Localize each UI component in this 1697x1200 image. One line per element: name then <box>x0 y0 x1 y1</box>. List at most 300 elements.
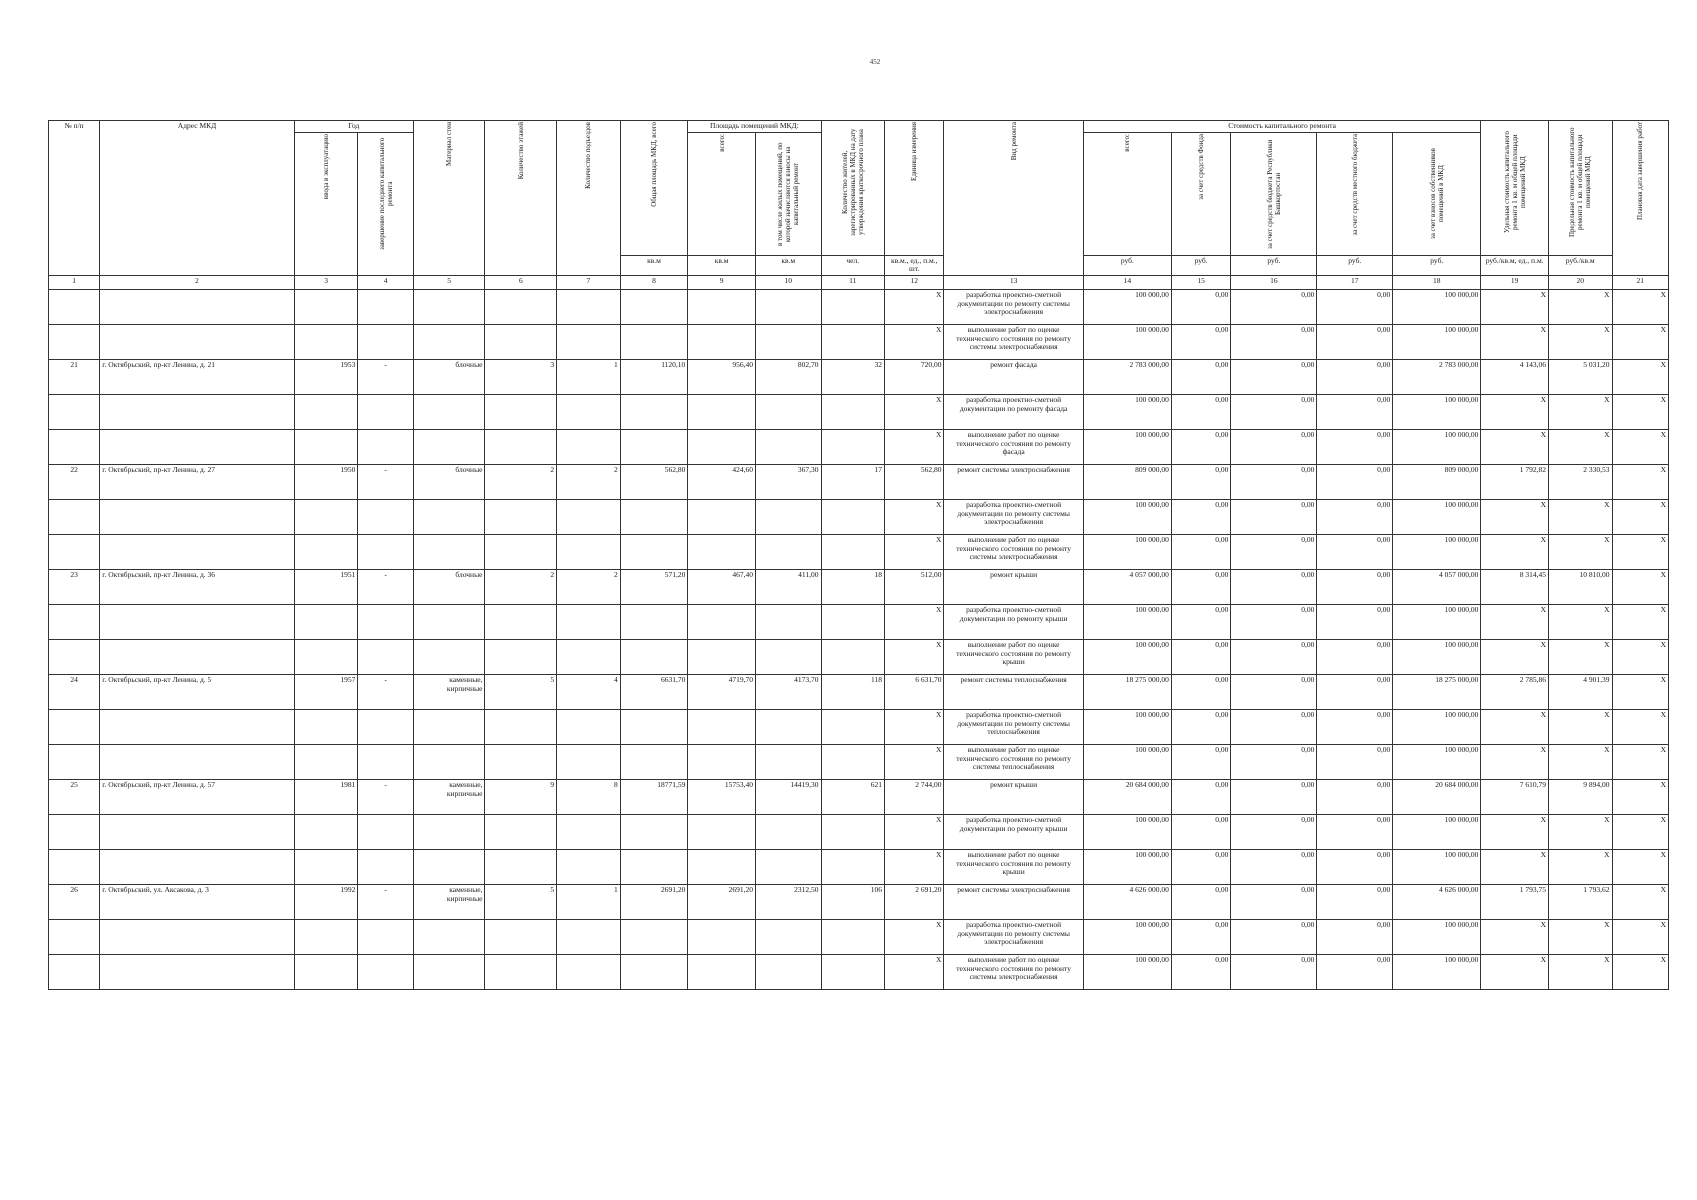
cell-residents <box>821 744 885 779</box>
cell-row-number <box>49 639 100 674</box>
cell-repair-type: разработка проектно-сметной документации по ремонту системы электроснабжения <box>944 499 1083 534</box>
cell-row-number: 24 <box>49 674 100 709</box>
cell-cost-owners: 100 000,00 <box>1393 744 1481 779</box>
cell-residents <box>821 919 885 954</box>
column-number: 20 <box>1548 275 1612 289</box>
cell-planned-date: X <box>1612 359 1669 394</box>
cell-year-commission <box>294 744 358 779</box>
cell-cost-total: 100 000,00 <box>1083 289 1171 324</box>
cell-repair-type: разработка проектно-сметной документации по ремонту крыши <box>944 604 1083 639</box>
header-cost-republic: за счет средств бюджета Республики Башкортостан <box>1231 132 1317 255</box>
cell-max-cost: X <box>1548 604 1612 639</box>
column-number: 7 <box>557 275 621 289</box>
column-number: 5 <box>413 275 485 289</box>
cell-year-commission <box>294 709 358 744</box>
cell-total-area <box>620 499 688 534</box>
table-row <box>49 429 1669 464</box>
header-address: Адрес МКД <box>100 121 295 276</box>
cell-repair-type: разработка проектно-сметной документации по ремонту фасада <box>944 394 1083 429</box>
cell-max-cost: X <box>1548 534 1612 569</box>
cell-entrances <box>557 429 621 464</box>
cell-wall-material <box>413 744 485 779</box>
cell-cost-owners: 100 000,00 <box>1393 849 1481 884</box>
cell-unit-cost: X <box>1481 534 1549 569</box>
cell-year-commission: 1953 <box>294 359 358 394</box>
cell-unit-cost: 8 314,45 <box>1481 569 1549 604</box>
cell-address: г. Октябрьский, пр-кт Ленина, д. 36 <box>100 569 295 604</box>
cell-cost-local: 0,00 <box>1317 429 1393 464</box>
cell-premises-fee <box>755 289 821 324</box>
cell-max-cost: 2 330,53 <box>1548 464 1612 499</box>
cell-premises-total: 15753,40 <box>688 779 756 814</box>
cell-premises-total <box>688 849 756 884</box>
cell-premises-fee <box>755 394 821 429</box>
cell-planned-date: X <box>1612 709 1669 744</box>
cell-residents <box>821 709 885 744</box>
cell-cost-total: 100 000,00 <box>1083 604 1171 639</box>
cell-entrances: 1 <box>557 359 621 394</box>
cell-premises-total <box>688 534 756 569</box>
cell-premises-total <box>688 324 756 359</box>
cell-cost-fund: 0,00 <box>1171 919 1230 954</box>
cell-address: г. Октябрьский, пр-кт Ленина, д. 5 <box>100 674 295 709</box>
cell-planned-date: X <box>1612 779 1669 814</box>
cell-row-number <box>49 324 100 359</box>
cell-residents: 118 <box>821 674 885 709</box>
cell-cost-total: 100 000,00 <box>1083 744 1171 779</box>
cell-max-cost: X <box>1548 324 1612 359</box>
cell-planned-date: X <box>1612 744 1669 779</box>
cell-cost-fund: 0,00 <box>1171 744 1230 779</box>
cell-premises-total: 956,40 <box>688 359 756 394</box>
cell-max-cost: X <box>1548 919 1612 954</box>
cell-wall-material <box>413 534 485 569</box>
cell-premises-fee <box>755 639 821 674</box>
header-cost-fund: за счет средств Фонда <box>1171 132 1230 255</box>
cell-max-cost: 1 793,62 <box>1548 884 1612 919</box>
cell-planned-date: X <box>1612 429 1669 464</box>
cell-cost-total: 100 000,00 <box>1083 919 1171 954</box>
header-unit-cost: Удельная стоимость капитального ремонта 1 кв. м общей площади помещений МКД <box>1481 121 1549 256</box>
cell-year-commission <box>294 324 358 359</box>
cell-cost-owners: 2 783 000,00 <box>1393 359 1481 394</box>
table-body <box>49 289 1669 989</box>
cell-cost-republic: 0,00 <box>1231 394 1317 429</box>
cell-max-cost: 9 894,00 <box>1548 779 1612 814</box>
cell-premises-fee <box>755 604 821 639</box>
cell-row-number <box>49 499 100 534</box>
cell-cost-owners: 100 000,00 <box>1393 429 1481 464</box>
cell-cost-fund: 0,00 <box>1171 709 1230 744</box>
cell-residents <box>821 604 885 639</box>
cell-premises-total <box>688 604 756 639</box>
cell-quantity: X <box>885 534 944 569</box>
column-number: 10 <box>755 275 821 289</box>
cell-wall-material: блочные <box>413 359 485 394</box>
cell-year-last-repair <box>358 639 413 674</box>
cell-address <box>100 429 295 464</box>
cell-cost-local: 0,00 <box>1317 814 1393 849</box>
cell-cost-local: 0,00 <box>1317 884 1393 919</box>
header-premises: Площадь помещений МКД: <box>688 121 821 133</box>
unit-unit: кв.м., ед., п.м., шт. <box>885 255 944 275</box>
cell-wall-material <box>413 849 485 884</box>
cell-entrances <box>557 849 621 884</box>
cell-premises-fee <box>755 499 821 534</box>
cell-cost-owners: 100 000,00 <box>1393 814 1481 849</box>
cell-total-area: 562,80 <box>620 464 688 499</box>
cell-row-number <box>49 604 100 639</box>
cell-address <box>100 604 295 639</box>
cell-year-commission <box>294 639 358 674</box>
cell-floors <box>485 289 557 324</box>
cell-cost-republic: 0,00 <box>1231 779 1317 814</box>
cell-year-last-repair: - <box>358 569 413 604</box>
cell-repair-type: разработка проектно-сметной документации по ремонту системы электроснабжения <box>944 289 1083 324</box>
cell-premises-fee <box>755 814 821 849</box>
cell-address <box>100 709 295 744</box>
unit-cost-fund: руб. <box>1171 255 1230 275</box>
cell-row-number: 23 <box>49 569 100 604</box>
unit-unit-cost: руб./кв.м, ед., п.м. <box>1481 255 1549 275</box>
cell-max-cost: 5 031,20 <box>1548 359 1612 394</box>
header-cost: Стоимость капитального ремонта <box>1083 121 1481 133</box>
cell-year-commission <box>294 814 358 849</box>
cell-floors <box>485 324 557 359</box>
cell-premises-fee <box>755 709 821 744</box>
cell-residents <box>821 639 885 674</box>
header-year: Год <box>294 121 413 133</box>
cell-unit-cost: 2 785,86 <box>1481 674 1549 709</box>
header-total-area: Общая площадь МКД, всего <box>620 121 688 256</box>
cell-address <box>100 534 295 569</box>
cell-cost-owners: 100 000,00 <box>1393 289 1481 324</box>
cell-row-number <box>49 709 100 744</box>
cell-premises-fee: 367,30 <box>755 464 821 499</box>
cell-cost-local: 0,00 <box>1317 709 1393 744</box>
cell-wall-material <box>413 499 485 534</box>
cell-row-number <box>49 814 100 849</box>
cell-quantity: X <box>885 604 944 639</box>
capital-repair-table <box>48 120 1669 990</box>
table-row <box>49 709 1669 744</box>
column-number: 2 <box>100 275 295 289</box>
cell-repair-type: выполнение работ по оценке технического состояния по ремонту крыши <box>944 639 1083 674</box>
cell-cost-republic: 0,00 <box>1231 569 1317 604</box>
cell-cost-owners: 100 000,00 <box>1393 954 1481 989</box>
cell-year-last-repair <box>358 534 413 569</box>
table-row <box>49 639 1669 674</box>
cell-residents <box>821 324 885 359</box>
cell-row-number: 21 <box>49 359 100 394</box>
header-year-commission: ввода в эксплуатацию <box>294 132 358 275</box>
table-row <box>49 499 1669 534</box>
cell-premises-total: 2691,20 <box>688 884 756 919</box>
cell-wall-material: каменные, кирпичные <box>413 779 485 814</box>
unit-area: кв.м <box>620 255 688 275</box>
table-row <box>49 534 1669 569</box>
cell-cost-total: 100 000,00 <box>1083 709 1171 744</box>
cell-premises-fee <box>755 849 821 884</box>
cell-address: г. Октябрьский, пр-кт Ленина, д. 57 <box>100 779 295 814</box>
cell-year-last-repair <box>358 709 413 744</box>
cell-residents <box>821 394 885 429</box>
cell-quantity: X <box>885 394 944 429</box>
header-entrances: Количество подъездов <box>557 121 621 276</box>
cell-premises-fee <box>755 534 821 569</box>
cell-max-cost: X <box>1548 429 1612 464</box>
cell-year-commission <box>294 394 358 429</box>
cell-address <box>100 814 295 849</box>
cell-total-area <box>620 744 688 779</box>
header-premises-fee: в том числе жилых помещений, по которой начисляются взносы на капитальный ремонт <box>755 132 821 255</box>
table-row <box>49 744 1669 779</box>
cell-cost-total: 18 275 000,00 <box>1083 674 1171 709</box>
cell-address: г. Октябрьский, пр-кт Ленина, д. 27 <box>100 464 295 499</box>
cell-year-commission <box>294 919 358 954</box>
cell-cost-republic: 0,00 <box>1231 604 1317 639</box>
table-row <box>49 674 1669 709</box>
cell-cost-owners: 100 000,00 <box>1393 709 1481 744</box>
cell-premises-total <box>688 499 756 534</box>
cell-year-commission <box>294 954 358 989</box>
cell-quantity: 6 631,70 <box>885 674 944 709</box>
cell-premises-fee: 411,00 <box>755 569 821 604</box>
cell-planned-date: X <box>1612 639 1669 674</box>
cell-max-cost: X <box>1548 709 1612 744</box>
cell-cost-owners: 4 057 000,00 <box>1393 569 1481 604</box>
cell-cost-local: 0,00 <box>1317 464 1393 499</box>
cell-total-area <box>620 814 688 849</box>
column-number: 14 <box>1083 275 1171 289</box>
cell-address <box>100 499 295 534</box>
cell-total-area <box>620 394 688 429</box>
table-row <box>49 954 1669 989</box>
cell-address: г. Октябрьский, ул. Аксакова, д. 3 <box>100 884 295 919</box>
cell-wall-material <box>413 429 485 464</box>
cell-cost-fund: 0,00 <box>1171 604 1230 639</box>
cell-row-number <box>49 394 100 429</box>
cell-cost-local: 0,00 <box>1317 779 1393 814</box>
cell-repair-type: выполнение работ по оценке технического состояния по ремонту системы электроснабжения <box>944 324 1083 359</box>
cell-floors: 5 <box>485 884 557 919</box>
cell-premises-total <box>688 954 756 989</box>
cell-cost-local: 0,00 <box>1317 324 1393 359</box>
cell-residents <box>821 849 885 884</box>
table-row <box>49 849 1669 884</box>
cell-address <box>100 849 295 884</box>
header-n: № п/п <box>49 121 100 276</box>
cell-quantity: X <box>885 324 944 359</box>
cell-total-area: 571,20 <box>620 569 688 604</box>
cell-max-cost: X <box>1548 394 1612 429</box>
cell-year-last-repair <box>358 954 413 989</box>
cell-repair-type: выполнение работ по оценке технического состояния по ремонту системы электроснабжения <box>944 954 1083 989</box>
cell-cost-local: 0,00 <box>1317 499 1393 534</box>
cell-planned-date: X <box>1612 289 1669 324</box>
cell-planned-date: X <box>1612 569 1669 604</box>
cell-row-number <box>49 919 100 954</box>
cell-unit-cost: 1 792,82 <box>1481 464 1549 499</box>
cell-entrances <box>557 499 621 534</box>
cell-planned-date: X <box>1612 674 1669 709</box>
cell-year-commission: 1957 <box>294 674 358 709</box>
cell-unit-cost: X <box>1481 954 1549 989</box>
cell-floors <box>485 744 557 779</box>
cell-cost-republic: 0,00 <box>1231 919 1317 954</box>
cell-quantity: X <box>885 954 944 989</box>
cell-wall-material <box>413 394 485 429</box>
cell-year-last-repair: - <box>358 779 413 814</box>
cell-max-cost: X <box>1548 849 1612 884</box>
cell-total-area <box>620 324 688 359</box>
cell-year-commission <box>294 534 358 569</box>
cell-cost-fund: 0,00 <box>1171 394 1230 429</box>
column-number: 12 <box>885 275 944 289</box>
column-number: 1 <box>49 275 100 289</box>
column-number: 6 <box>485 275 557 289</box>
cell-quantity: 2 691,20 <box>885 884 944 919</box>
cell-cost-republic: 0,00 <box>1231 709 1317 744</box>
cell-premises-total <box>688 744 756 779</box>
cell-unit-cost: X <box>1481 429 1549 464</box>
cell-premises-total <box>688 429 756 464</box>
cell-cost-total: 100 000,00 <box>1083 499 1171 534</box>
cell-entrances: 8 <box>557 779 621 814</box>
cell-cost-owners: 18 275 000,00 <box>1393 674 1481 709</box>
cell-floors <box>485 394 557 429</box>
cell-row-number <box>49 289 100 324</box>
cell-premises-fee <box>755 744 821 779</box>
cell-cost-republic: 0,00 <box>1231 814 1317 849</box>
unit-cost-republic: руб. <box>1231 255 1317 275</box>
table-row <box>49 814 1669 849</box>
cell-premises-total <box>688 919 756 954</box>
cell-cost-republic: 0,00 <box>1231 359 1317 394</box>
header-wall-material: Материал стен <box>413 121 485 276</box>
cell-year-last-repair <box>358 289 413 324</box>
cell-quantity: X <box>885 744 944 779</box>
column-number: 18 <box>1393 275 1481 289</box>
column-number: 9 <box>688 275 756 289</box>
cell-planned-date: X <box>1612 464 1669 499</box>
cell-cost-total: 20 684 000,00 <box>1083 779 1171 814</box>
cell-quantity: X <box>885 814 944 849</box>
cell-row-number <box>49 429 100 464</box>
column-number: 13 <box>944 275 1083 289</box>
cell-cost-total: 100 000,00 <box>1083 429 1171 464</box>
cell-entrances <box>557 744 621 779</box>
cell-premises-total: 424,60 <box>688 464 756 499</box>
cell-year-last-repair: - <box>358 674 413 709</box>
unit-cost-total: руб. <box>1083 255 1171 275</box>
unit-residents: чел. <box>821 255 885 275</box>
cell-year-commission <box>294 604 358 639</box>
cell-year-last-repair <box>358 324 413 359</box>
cell-year-commission <box>294 289 358 324</box>
column-number: 19 <box>1481 275 1549 289</box>
cell-row-number <box>49 849 100 884</box>
table-row <box>49 464 1669 499</box>
cell-cost-republic: 0,00 <box>1231 954 1317 989</box>
column-number: 11 <box>821 275 885 289</box>
column-number: 4 <box>358 275 413 289</box>
cell-cost-local: 0,00 <box>1317 569 1393 604</box>
cell-wall-material <box>413 954 485 989</box>
cell-cost-total: 809 000,00 <box>1083 464 1171 499</box>
cell-cost-owners: 100 000,00 <box>1393 499 1481 534</box>
cell-total-area <box>620 639 688 674</box>
cell-planned-date: X <box>1612 849 1669 884</box>
cell-quantity: 2 744,00 <box>885 779 944 814</box>
cell-premises-total <box>688 709 756 744</box>
cell-cost-republic: 0,00 <box>1231 884 1317 919</box>
cell-unit-cost: 7 610,79 <box>1481 779 1549 814</box>
cell-wall-material <box>413 639 485 674</box>
cell-residents <box>821 499 885 534</box>
cell-cost-fund: 0,00 <box>1171 674 1230 709</box>
cell-cost-republic: 0,00 <box>1231 464 1317 499</box>
column-number-row <box>49 275 1669 289</box>
cell-premises-fee: 2312,50 <box>755 884 821 919</box>
table-row <box>49 604 1669 639</box>
table-row <box>49 779 1669 814</box>
cell-premises-total: 467,40 <box>688 569 756 604</box>
header-repair-type: Вид ремонта <box>944 121 1083 276</box>
cell-address <box>100 744 295 779</box>
cell-quantity: X <box>885 919 944 954</box>
cell-cost-owners: 100 000,00 <box>1393 394 1481 429</box>
cell-cost-republic: 0,00 <box>1231 849 1317 884</box>
page-number: 452 <box>869 58 881 66</box>
cell-address <box>100 639 295 674</box>
cell-year-last-repair <box>358 849 413 884</box>
header-floors: Количество этажей <box>485 121 557 276</box>
cell-cost-total: 100 000,00 <box>1083 639 1171 674</box>
cell-max-cost: X <box>1548 814 1612 849</box>
cell-cost-fund: 0,00 <box>1171 954 1230 989</box>
cell-year-commission <box>294 429 358 464</box>
cell-wall-material: каменные, кирпичные <box>413 674 485 709</box>
cell-cost-owners: 100 000,00 <box>1393 604 1481 639</box>
cell-cost-fund: 0,00 <box>1171 779 1230 814</box>
cell-row-number <box>49 744 100 779</box>
cell-cost-local: 0,00 <box>1317 744 1393 779</box>
cell-cost-owners: 100 000,00 <box>1393 324 1481 359</box>
cell-max-cost: 4 901,39 <box>1548 674 1612 709</box>
cell-unit-cost: X <box>1481 919 1549 954</box>
cell-total-area <box>620 919 688 954</box>
cell-entrances: 4 <box>557 674 621 709</box>
cell-cost-total: 100 000,00 <box>1083 954 1171 989</box>
cell-address <box>100 954 295 989</box>
cell-max-cost: X <box>1548 499 1612 534</box>
unit-cost-local: руб. <box>1317 255 1393 275</box>
cell-entrances: 1 <box>557 884 621 919</box>
cell-unit-cost: X <box>1481 604 1549 639</box>
cell-total-area: 2691,20 <box>620 884 688 919</box>
header-max-cost: Предельная стоимость капитального ремонта 1 кв. м общей площади помещений МКД <box>1548 121 1612 256</box>
cell-entrances <box>557 534 621 569</box>
header-cost-total: всего: <box>1083 132 1171 255</box>
cell-wall-material: каменные, кирпичные <box>413 884 485 919</box>
cell-unit-cost: X <box>1481 849 1549 884</box>
cell-cost-total: 4 626 000,00 <box>1083 884 1171 919</box>
cell-repair-type: ремонт фасада <box>944 359 1083 394</box>
table-row <box>49 569 1669 604</box>
cell-entrances <box>557 814 621 849</box>
cell-floors <box>485 604 557 639</box>
